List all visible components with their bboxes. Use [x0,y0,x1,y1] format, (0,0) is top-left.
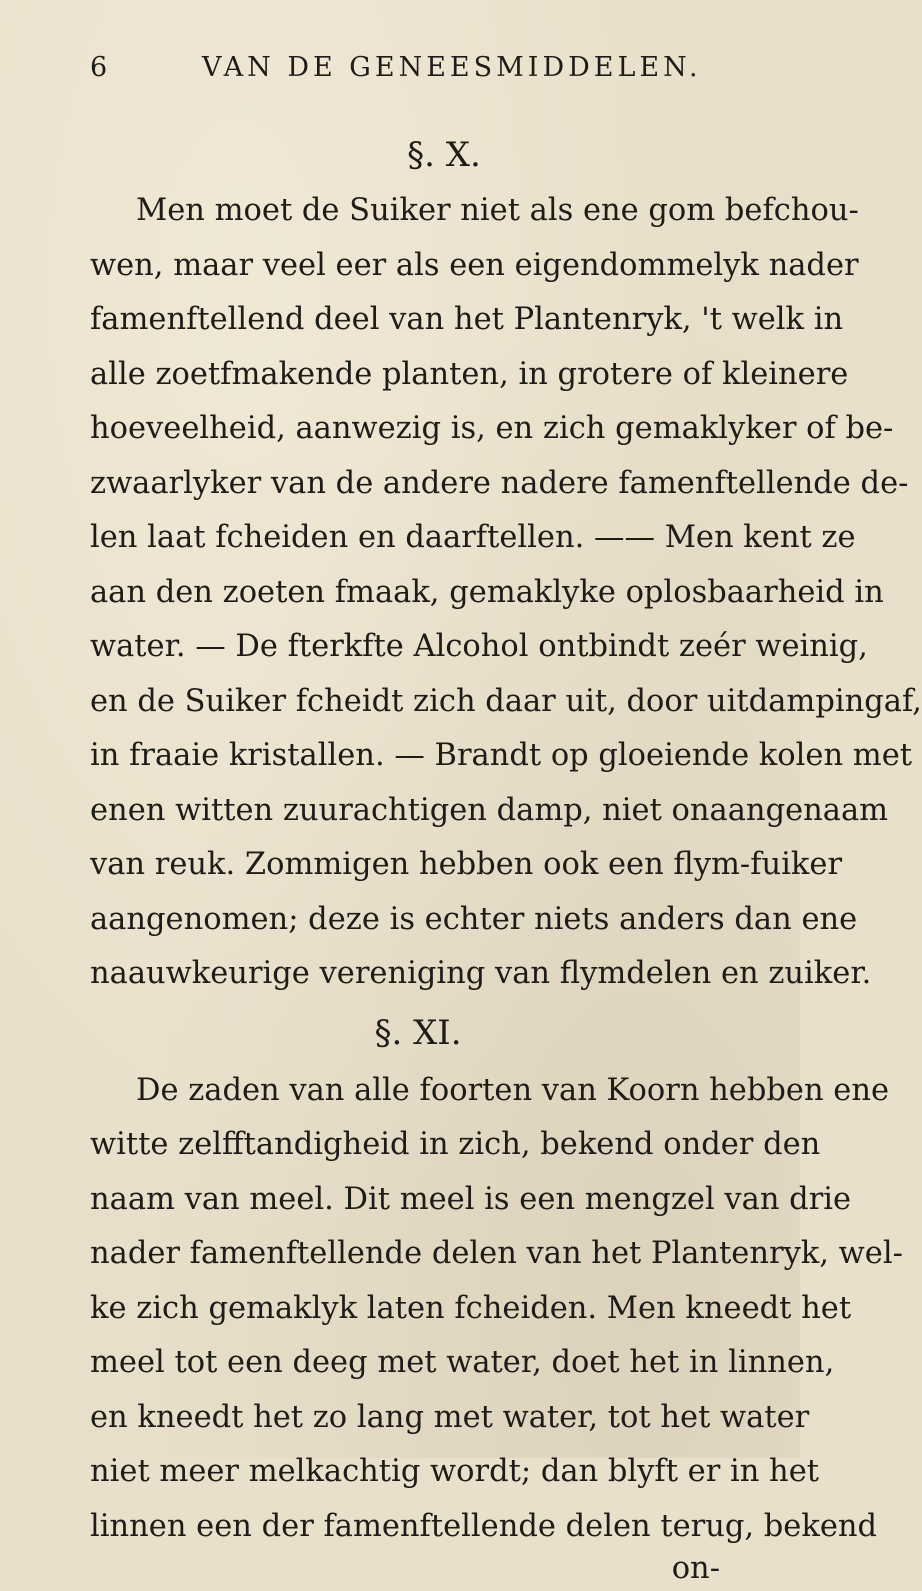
text-line: naam van meel. Dit meel is een mengzel van drie [90,1181,852,1217]
text-line: water. — De fterkfte Alcohol ontbindt zeér weinig, [90,629,868,664]
text-line: nader famenftellende delen van het Plantenryk, wel- [90,1236,903,1271]
page-number: 6 [90,52,112,83]
section-heading-x: §. X. [407,135,481,175]
text-line: linnen een der famenftellende delen terug, bekend [90,1508,878,1544]
text-line: meel tot een deeg met water, doet het in linnen, [90,1345,835,1380]
section-heading-xi: §. XI. [374,1012,462,1053]
text-line: ke zich gemaklyk laten fcheiden. Men kneedt het [90,1290,852,1326]
text-line: alle zoetfmakende planten, in grotere of kleinere [90,356,849,392]
running-title: VAN DE GENEESMIDDELEN. [202,52,702,83]
text-line: en kneedt het zo lang met water, tot het water [90,1399,810,1435]
text-line: famenftellend deel van het Plantenryk, 't welk in [90,302,844,337]
text-line: naauwkeurige vereniging van flymdelen en zuiker. [90,956,872,991]
text-line: De zaden van alle foorten van Koorn hebben ene [136,1072,890,1108]
text-line: enen witten zuurachtigen damp, niet onaangenaam [90,792,889,828]
text-line: wen, maar veel eer als een eigendommelyk nader [90,247,859,283]
text-line: zwaarlyker van de andere nadere famenftellende de- [90,465,909,501]
text-line: en de Suiker fcheidt zich daar uit, door uitdampingaf, [90,683,922,719]
catchword: on- [671,1551,720,1586]
text-line: aan den zoeten fmaak, gemaklyke oplosbaarheid in [90,574,884,610]
text-line: niet meer melkachtig wordt; dan blyft er in het [90,1454,820,1489]
text-line: in fraaie kristallen. — Brandt op gloeiende kolen met [90,738,913,773]
text-line: Men moet de Suiker niet als ene gom befchou- [136,193,859,228]
text-line: van reuk. Zommigen hebben ook een flym-fuiker [90,847,843,882]
text-line: hoeveelheid, aanwezig is, en zich gemaklyker of be- [90,411,894,446]
text-line: witte zelfftandigheid in zich, bekend onder den [90,1127,821,1162]
running-header [90,46,730,90]
text-line: len laat fcheiden en daarftellen. —— Men kent ze [90,520,856,555]
text-line: aangenomen; deze is echter niets anders dan ene [90,901,858,937]
